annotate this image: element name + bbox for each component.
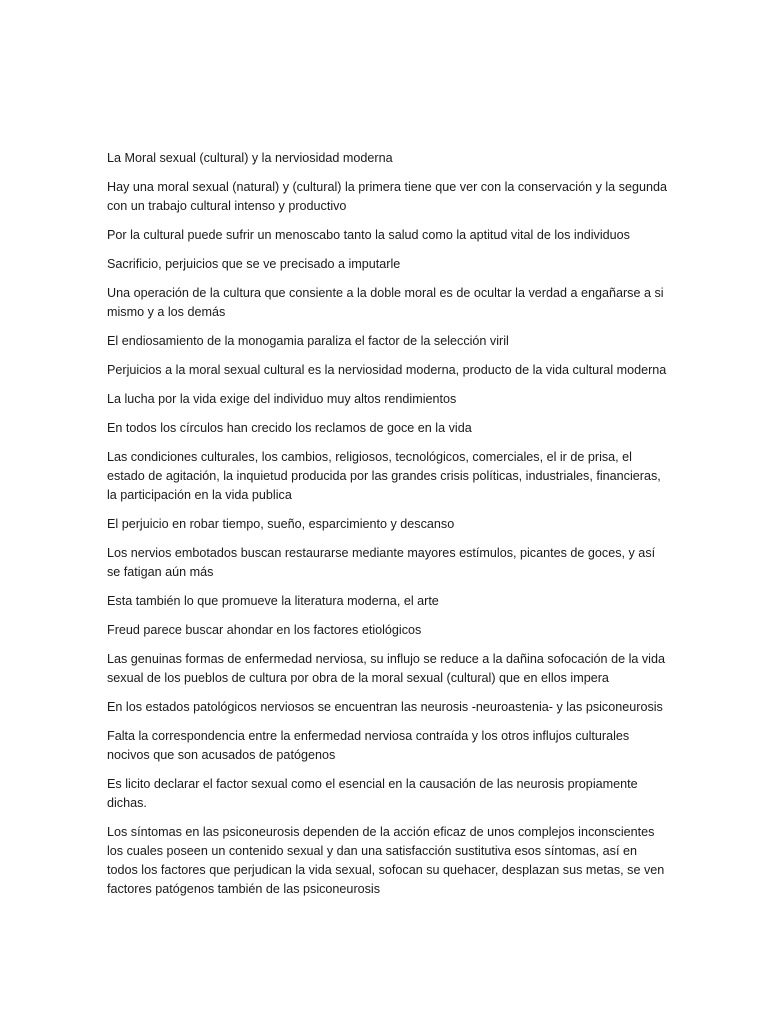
paragraph: Es licito declarar el factor sexual como el esencial en la causación de las neurosis propiamente dichas. [107, 777, 638, 810]
paragraph: En todos los círculos han crecido los reclamos de goce en la vida [107, 421, 472, 435]
paragraph: Los síntomas en las psiconeurosis dependen de la acción eficaz de unos complejos inconscientes los cuales poseen un contenido sexual y dan una satisfacción sustitutiva esos síntomas, así en todos los factores que perjudican la vida sexual, sofocan su quehacer, desplazan sus metas, se ven factores patógenos también de las psiconeurosis [107, 825, 665, 896]
paragraph: Perjuicios a la moral sexual cultural es la nerviosidad moderna, producto de la vida cultural moderna [107, 363, 667, 377]
paragraph: Las condiciones culturales, los cambios, religiosos, tecnológicos, comerciales, el ir de prisa, el estado de agitación, la inquietud producida por las grandes crisis políticas, industriales, financieras, la participación en la vida publica [107, 450, 661, 502]
paragraph: La lucha por la vida exige del individuo muy altos rendimientos [107, 392, 457, 406]
paragraph: Una operación de la cultura que consiente a la doble moral es de ocultar la verdad a engañarse a si mismo y a los demás [107, 286, 664, 319]
document-body [107, 149, 667, 909]
paragraph: Hay una moral sexual (natural) y (cultural) la primera tiene que ver con la conservación y la segunda con un trabajo cultural intenso y productivo [107, 180, 667, 213]
paragraph: Freud parece buscar ahondar en los factores etiológicos [107, 623, 422, 637]
paragraph-title: La Moral sexual (cultural) y la nerviosidad moderna [107, 151, 393, 165]
paragraph: En los estados patológicos nerviosos se encuentran las neurosis -neuroastenia- y las psiconeurosis [107, 700, 663, 714]
paragraph: Las genuinas formas de enfermedad nerviosa, su influjo se reduce a la dañina sofocación de la vida sexual de los pueblos de cultura por obra de la moral sexual (cultural) que en ellos impera [107, 652, 665, 685]
paragraph: Falta la correspondencia entre la enfermedad nerviosa contraída y los otros influjos culturales nocivos que son acusados de patógenos [107, 729, 630, 762]
paragraph: El endiosamiento de la monogamia paraliza el factor de la selección viril [107, 334, 509, 348]
paragraph: Sacrificio, perjuicios que se ve precisado a imputarle [107, 257, 401, 271]
paragraph: Esta también lo que promueve la literatura moderna, el arte [107, 594, 439, 608]
paragraph: Por la cultural puede sufrir un menoscabo tanto la salud como la aptitud vital de los individuos [107, 228, 630, 242]
paragraph: Los nervios embotados buscan restaurarse mediante mayores estímulos, picantes de goces, y así se fatigan aún más [107, 546, 656, 579]
paragraph: El perjuicio en robar tiempo, sueño, esparcimiento y descanso [107, 517, 455, 531]
